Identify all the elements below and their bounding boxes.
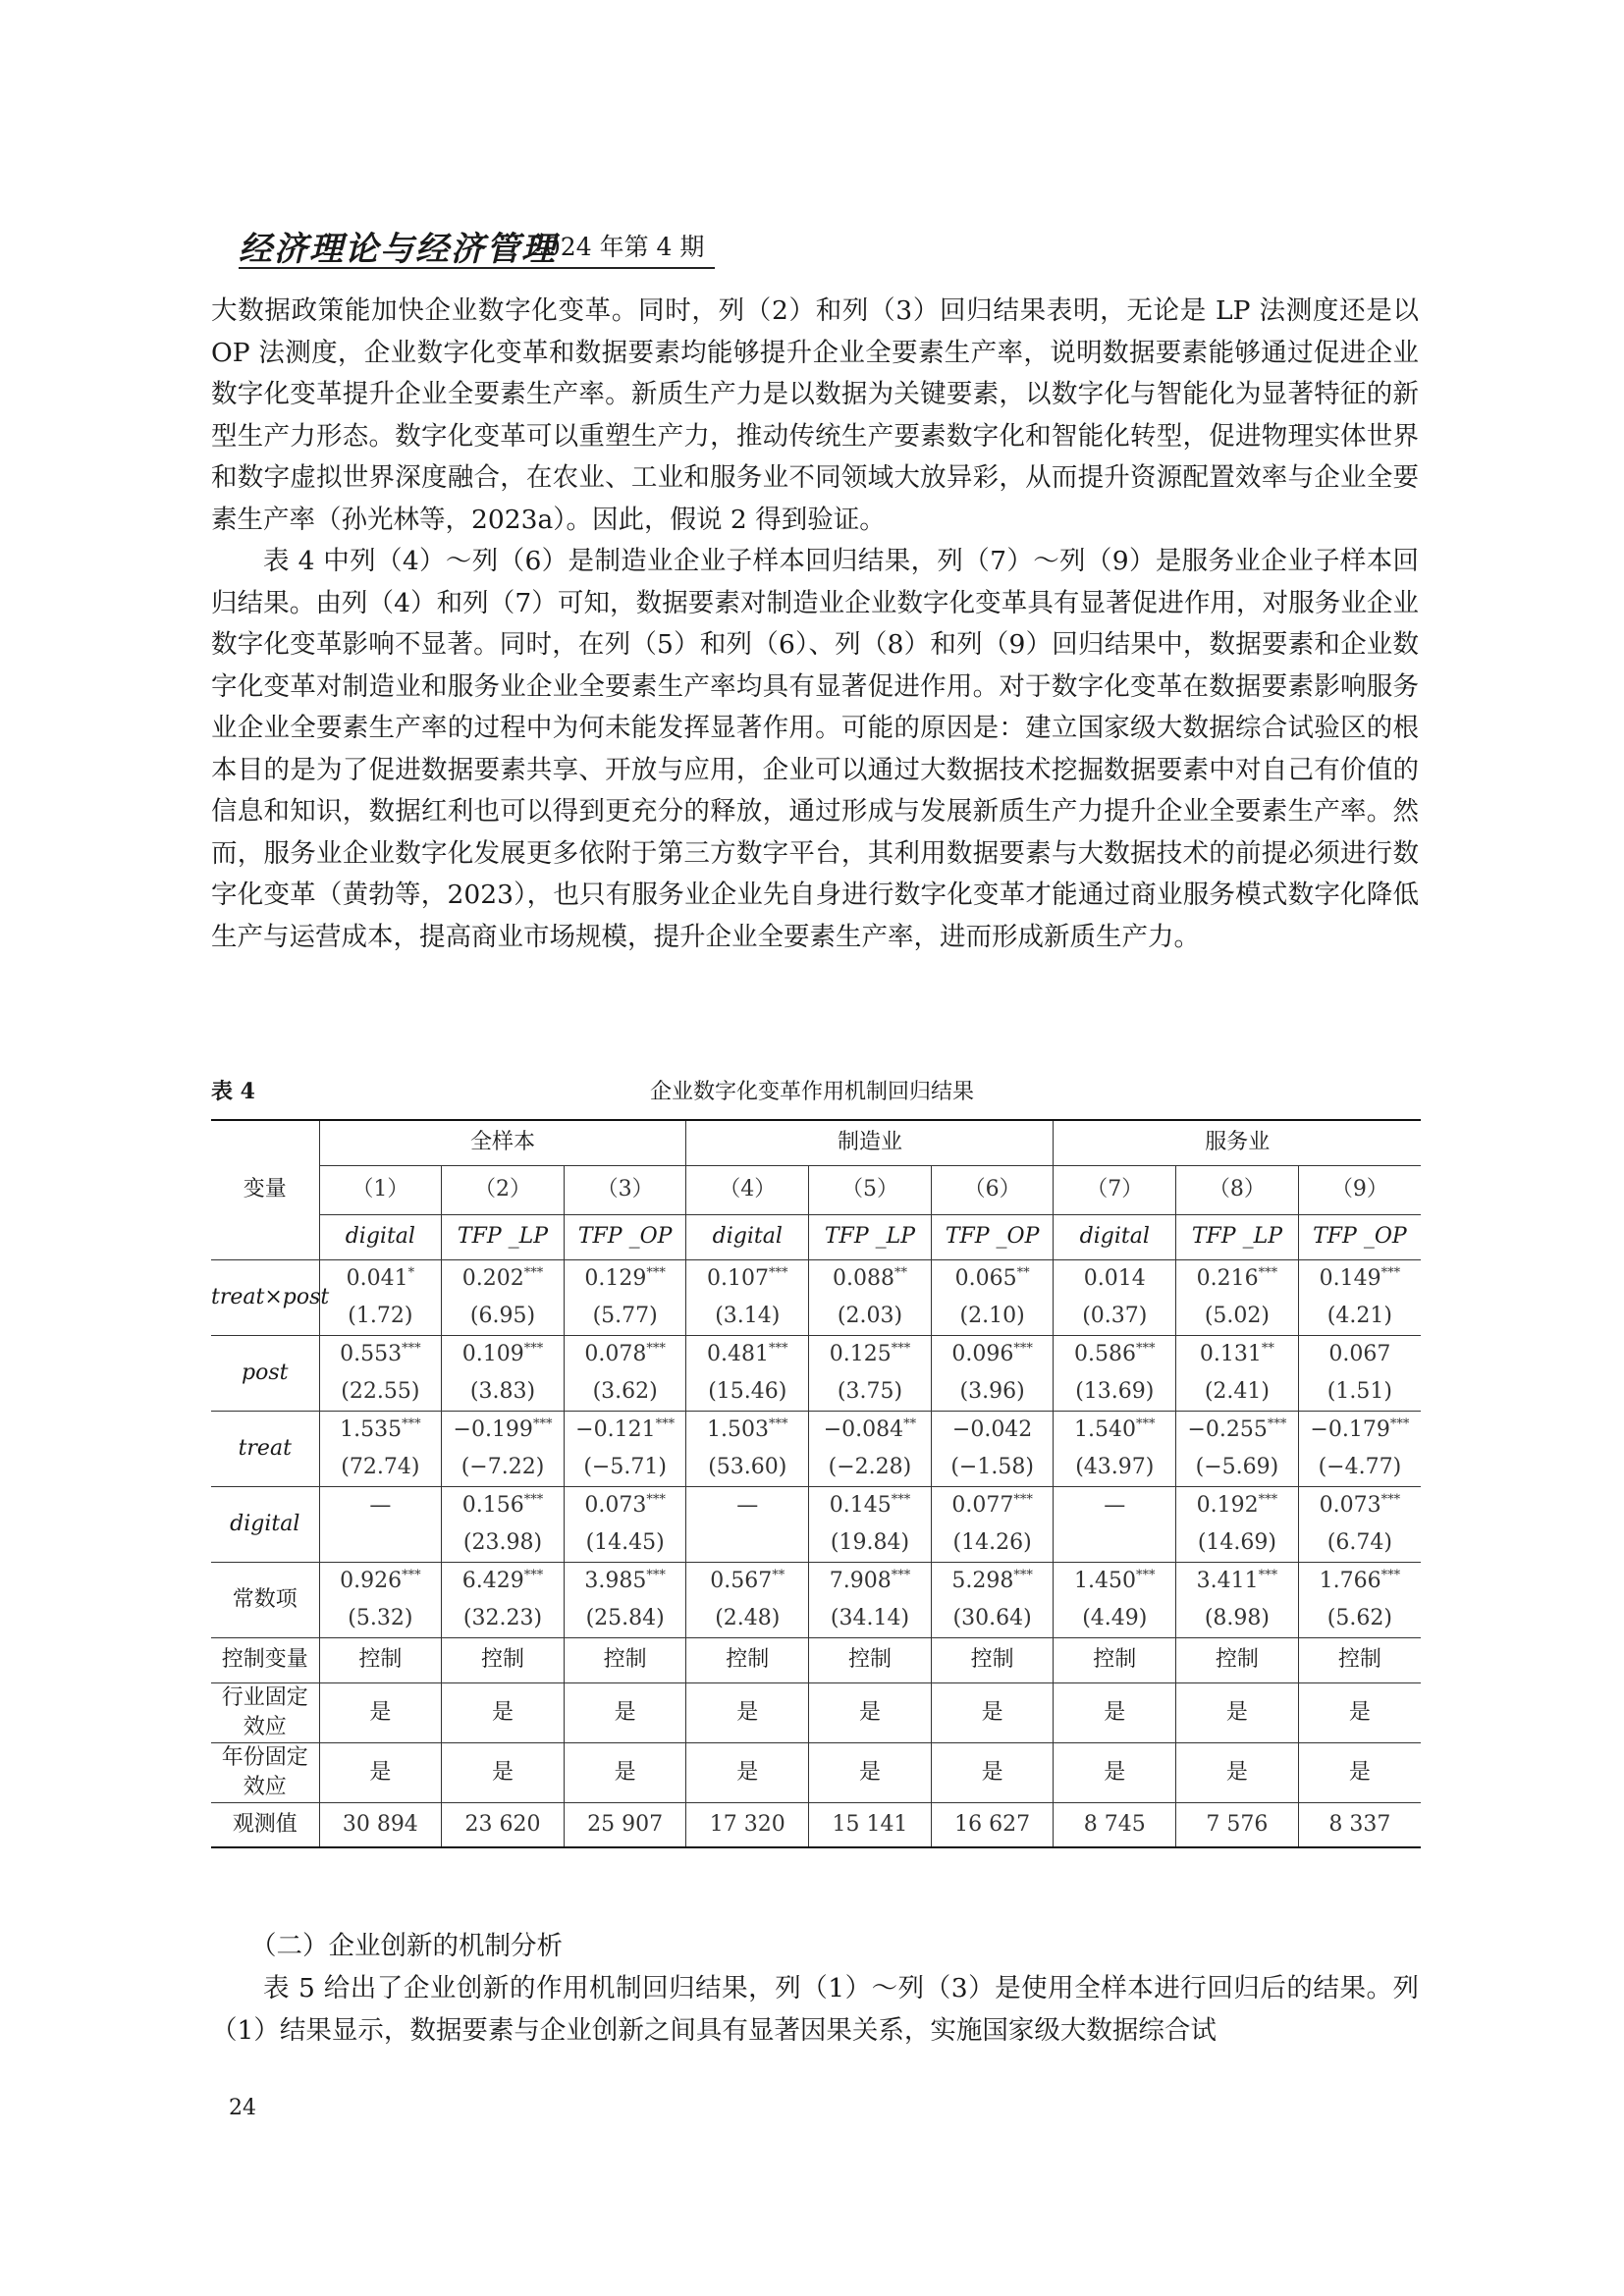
significance-stars: *** bbox=[769, 1265, 788, 1281]
t-stat-cell: (−1.58) bbox=[931, 1449, 1054, 1487]
column-number-cell: （4） bbox=[686, 1165, 809, 1214]
coef-cell bbox=[319, 1259, 442, 1298]
footer-value-cell: 15 141 bbox=[809, 1802, 932, 1847]
coef-cell bbox=[1176, 1335, 1299, 1373]
t-stat-cell: (2.41) bbox=[1176, 1373, 1299, 1412]
significance-stars: *** bbox=[646, 1265, 666, 1281]
footer-value-cell: 是 bbox=[1176, 1742, 1299, 1802]
coef-row bbox=[211, 1411, 1421, 1449]
footer-value-cell: 控制 bbox=[686, 1637, 809, 1682]
coef-cell bbox=[931, 1259, 1054, 1298]
t-stat-cell bbox=[319, 1524, 442, 1563]
coef-value: 0.149 bbox=[1319, 1265, 1381, 1291]
significance-stars: *** bbox=[402, 1568, 421, 1583]
coef-cell bbox=[442, 1411, 565, 1449]
significance-stars: *** bbox=[1380, 1568, 1401, 1583]
significance-stars: *** bbox=[1136, 1341, 1156, 1357]
group-header-cell: 全样本 bbox=[319, 1120, 686, 1165]
t-stat-cell: (32.23) bbox=[442, 1600, 565, 1638]
coef-cell bbox=[319, 1335, 442, 1373]
footer-row bbox=[211, 1802, 1421, 1847]
coef-cell bbox=[319, 1411, 442, 1449]
var-header-cell: 变量 bbox=[211, 1120, 319, 1259]
coef-value: 0.077 bbox=[951, 1492, 1014, 1518]
coef-value: 3.411 bbox=[1196, 1568, 1259, 1593]
t-stat-cell: (5.02) bbox=[1176, 1298, 1299, 1336]
body-text-bottom bbox=[211, 1968, 1419, 2052]
t-stat-cell: (72.74) bbox=[319, 1449, 442, 1487]
t-stat-cell: (3.75) bbox=[809, 1373, 932, 1412]
coef-value: −0.179 bbox=[1310, 1416, 1390, 1442]
significance-stars: *** bbox=[523, 1341, 544, 1357]
t-stat-cell: (13.69) bbox=[1054, 1373, 1176, 1412]
coef-value: — bbox=[1104, 1492, 1126, 1518]
coef-value: 0.078 bbox=[584, 1341, 647, 1366]
significance-stars: *** bbox=[1258, 1568, 1278, 1583]
significance-stars: *** bbox=[1267, 1416, 1287, 1432]
t-stat-cell: (2.48) bbox=[686, 1600, 809, 1638]
coef-value: 0.065 bbox=[954, 1265, 1017, 1291]
t-stat-cell: (2.03) bbox=[809, 1298, 932, 1336]
significance-stars: *** bbox=[769, 1416, 788, 1432]
depvar-cell: TFP _LP bbox=[1176, 1214, 1299, 1259]
coef-cell bbox=[564, 1259, 686, 1298]
coef-cell bbox=[1176, 1486, 1299, 1524]
column-number-cell: （1） bbox=[319, 1165, 442, 1214]
t-stat-cell: (−4.77) bbox=[1298, 1449, 1421, 1487]
coef-row bbox=[211, 1562, 1421, 1600]
coef-value: 0.216 bbox=[1196, 1265, 1259, 1291]
coef-value: 0.129 bbox=[584, 1265, 647, 1291]
coef-value: 0.014 bbox=[1083, 1265, 1146, 1291]
journal-title: 经济理论与经济管理 bbox=[239, 230, 557, 269]
coef-value: −0.084 bbox=[823, 1416, 904, 1442]
coef-cell bbox=[442, 1259, 565, 1298]
coef-cell bbox=[1176, 1562, 1299, 1600]
significance-stars: ** bbox=[893, 1265, 907, 1281]
depvar-cell: TFP _LP bbox=[809, 1214, 932, 1259]
depvar-cell: TFP _OP bbox=[1298, 1214, 1421, 1259]
footer-value-cell: 23 620 bbox=[442, 1802, 565, 1847]
t-stat-cell: (22.55) bbox=[319, 1373, 442, 1412]
t-stat-cell: (14.69) bbox=[1176, 1524, 1299, 1563]
t-stat-cell: (53.60) bbox=[686, 1449, 809, 1487]
coef-cell bbox=[686, 1259, 809, 1298]
footer-value-cell: 30 894 bbox=[319, 1802, 442, 1847]
footer-value-cell: 是 bbox=[442, 1682, 565, 1742]
coef-value: −0.255 bbox=[1187, 1416, 1268, 1442]
t-stat-cell: (19.84) bbox=[809, 1524, 932, 1563]
footer-value-cell: 是 bbox=[686, 1742, 809, 1802]
footer-value-cell: 控制 bbox=[1298, 1637, 1421, 1682]
t-stat-cell: (1.51) bbox=[1298, 1373, 1421, 1412]
significance-stars: *** bbox=[1013, 1568, 1033, 1583]
significance-stars: *** bbox=[1013, 1341, 1033, 1357]
t-stat-cell: (−2.28) bbox=[809, 1449, 932, 1487]
significance-stars: *** bbox=[769, 1341, 788, 1357]
table-header-row bbox=[211, 1120, 1421, 1165]
group-header-cell: 服务业 bbox=[1054, 1120, 1421, 1165]
coef-value: — bbox=[736, 1492, 759, 1518]
t-stat-cell: (8.98) bbox=[1176, 1600, 1299, 1638]
regression-table bbox=[211, 1119, 1421, 1848]
footer-label-cell: 行业固定效应 bbox=[211, 1682, 319, 1742]
coef-cell bbox=[686, 1335, 809, 1373]
coef-cell bbox=[686, 1562, 809, 1600]
footer-value-cell: 8 745 bbox=[1054, 1802, 1176, 1847]
footer-value-cell: 25 907 bbox=[564, 1802, 686, 1847]
significance-stars: *** bbox=[1380, 1265, 1401, 1281]
coef-value: 0.156 bbox=[461, 1492, 524, 1518]
footer-value-cell: 是 bbox=[1054, 1742, 1176, 1802]
footer-value-cell: 16 627 bbox=[931, 1802, 1054, 1847]
coef-value: 0.202 bbox=[461, 1265, 524, 1291]
significance-stars: *** bbox=[1258, 1492, 1278, 1508]
t-stat-cell: (3.96) bbox=[931, 1373, 1054, 1412]
table-title: 企业数字化变革作用机制回归结果 bbox=[649, 1080, 974, 1104]
footer-value-cell: 8 337 bbox=[1298, 1802, 1421, 1847]
footer-value-cell: 控制 bbox=[442, 1637, 565, 1682]
coef-cell bbox=[931, 1562, 1054, 1600]
depvar-cell: digital bbox=[686, 1214, 809, 1259]
coef-cell bbox=[442, 1486, 565, 1524]
footer-label-cell: 控制变量 bbox=[211, 1637, 319, 1682]
significance-stars: *** bbox=[1389, 1416, 1410, 1432]
footer-value-cell: 控制 bbox=[931, 1637, 1054, 1682]
column-number-cell: （7） bbox=[1054, 1165, 1176, 1214]
significance-stars: *** bbox=[655, 1416, 676, 1432]
coef-value: 0.586 bbox=[1074, 1341, 1136, 1366]
significance-stars: *** bbox=[1013, 1492, 1033, 1508]
coef-cell bbox=[809, 1411, 932, 1449]
footer-value-cell: 控制 bbox=[319, 1637, 442, 1682]
coef-row bbox=[211, 1486, 1421, 1524]
footer-value-cell: 17 320 bbox=[686, 1802, 809, 1847]
coef-value: −0.199 bbox=[453, 1416, 533, 1442]
footer-value-cell: 是 bbox=[931, 1682, 1054, 1742]
t-stat-row bbox=[211, 1373, 1421, 1412]
significance-stars: *** bbox=[523, 1265, 544, 1281]
coef-value: 6.429 bbox=[461, 1568, 524, 1593]
coef-cell bbox=[1298, 1259, 1421, 1298]
t-stat-cell: (−5.71) bbox=[564, 1449, 686, 1487]
coef-cell bbox=[931, 1486, 1054, 1524]
footer-value-cell: 是 bbox=[319, 1682, 442, 1742]
page-number: 24 bbox=[229, 2096, 256, 2120]
coef-cell bbox=[1298, 1411, 1421, 1449]
issue-label: 2024 年第 4 期 bbox=[529, 233, 705, 261]
paragraph-1: 大数据政策能加快企业数字化变革。同时，列（2）和列（3）回归结果表明，无论是 LP 法测度还是以 OP 法测度，企业数字化变革和数据要素均能够提升企业全要素生产率，说明数据要素能够通过促进企业数字化变革提升企业全要素生产率。新质生产力是以数据为关键要素，以数字化与智能化为显著特征的新型生产力形态。数字化变革可以重塑生产力，推动传统生产要素数字化和智能化转型，促进物理实体世界和数字虚拟世界深度融合，在农业、工业和服务业不同领域大放异彩，从而提升资源配置效率与企业全要素生产率（孙光林等，2023a）。因此，假说 2 得到验证。 bbox=[211, 295, 1419, 535]
coef-value: 0.073 bbox=[584, 1492, 647, 1518]
footer-value-cell: 是 bbox=[442, 1742, 565, 1802]
significance-stars: ** bbox=[1261, 1341, 1274, 1357]
footer-value-cell: 是 bbox=[1176, 1682, 1299, 1742]
t-stat-cell: (23.98) bbox=[442, 1524, 565, 1563]
coef-value: — bbox=[369, 1492, 392, 1518]
coef-cell bbox=[319, 1486, 442, 1524]
coef-cell bbox=[1298, 1335, 1421, 1373]
coef-cell bbox=[809, 1335, 932, 1373]
coef-cell bbox=[809, 1259, 932, 1298]
footer-value-cell: 是 bbox=[564, 1682, 686, 1742]
significance-stars: *** bbox=[891, 1568, 911, 1583]
coef-value: 1.540 bbox=[1074, 1416, 1136, 1442]
coef-value: 5.298 bbox=[951, 1568, 1014, 1593]
coef-value: 0.553 bbox=[340, 1341, 403, 1366]
coef-value: 0.096 bbox=[951, 1341, 1014, 1366]
coef-cell bbox=[1176, 1259, 1299, 1298]
group-header-cell: 制造业 bbox=[686, 1120, 1054, 1165]
t-stat-cell: (6.95) bbox=[442, 1298, 565, 1336]
significance-stars: *** bbox=[891, 1341, 911, 1357]
footer-row bbox=[211, 1637, 1421, 1682]
significance-stars: *** bbox=[1136, 1568, 1156, 1583]
footer-value-cell: 控制 bbox=[809, 1637, 932, 1682]
t-stat-cell: (3.62) bbox=[564, 1373, 686, 1412]
footer-row bbox=[211, 1682, 1421, 1742]
t-stat-row bbox=[211, 1449, 1421, 1487]
footer-row bbox=[211, 1742, 1421, 1802]
paragraph-2: 表 4 中列（4）～列（6）是制造业企业子样本回归结果，列（7）～列（9）是服务业企业子样本回归结果。由列（4）和列（7）可知，数据要素对制造业企业数字化变革具有显著促进作用，对服务业企业数字化变革影响不显著。同时，在列（5）和列（6）、列（8）和列（9）回归结果中，数据要素和企业数字化变革对制造业和服务业企业全要素生产率均具有显著促进作用。对于数字化变革在数据要素影响服务业企业全要素生产率的过程中为何未能发挥显著作用。可能的原因是：建立国家级大数据综合试验区的根本目的是为了促进数据要素共享、开放与应用，企业可以通过大数据技术挖掘数据要素中对自己有价值的信息和知识，数据红利也可以得到更充分的释放，通过形成与发展新质生产力提升企业全要素生产率。然而，服务业企业数字化发展更多依附于第三方数字平台，其利用数据要素与大数据技术的前提必须进行数字化变革（黄勃等，2023），也只有服务业企业先自身进行数字化变革才能通过商业服务模式数字化降低生产与运营成本，提高商业市场规模，提升企业全要素生产率，进而形成新质生产力。 bbox=[211, 546, 1419, 952]
coef-cell bbox=[319, 1562, 442, 1600]
significance-stars: *** bbox=[1136, 1416, 1156, 1432]
column-number-cell: （2） bbox=[442, 1165, 565, 1214]
footer-value-cell: 是 bbox=[809, 1742, 932, 1802]
coef-value: 0.125 bbox=[829, 1341, 892, 1366]
column-number-cell: （5） bbox=[809, 1165, 932, 1214]
significance-stars: *** bbox=[891, 1492, 911, 1508]
coef-cell bbox=[686, 1411, 809, 1449]
depvar-row bbox=[211, 1214, 1421, 1259]
coef-cell bbox=[442, 1562, 565, 1600]
coef-value: 0.131 bbox=[1199, 1341, 1262, 1366]
coef-value: 0.192 bbox=[1196, 1492, 1259, 1518]
footer-value-cell: 是 bbox=[1298, 1742, 1421, 1802]
significance-stars: *** bbox=[532, 1416, 553, 1432]
coef-value: 7.908 bbox=[829, 1568, 892, 1593]
paragraph-3: 表 5 给出了企业创新的作用机制回归结果，列（1）～列（3）是使用全样本进行回归后的结果。列（1）结果显示，数据要素与企业创新之间具有显著因果关系，实施国家级大数据综合试 bbox=[211, 1973, 1419, 2046]
coef-value: 0.073 bbox=[1319, 1492, 1381, 1518]
body-text-top bbox=[211, 291, 1419, 958]
variable-name-cell: 常数项 bbox=[211, 1562, 319, 1637]
footer-value-cell: 是 bbox=[1054, 1682, 1176, 1742]
t-stat-cell: (6.74) bbox=[1298, 1524, 1421, 1563]
coef-cell bbox=[809, 1562, 932, 1600]
depvar-cell: digital bbox=[1054, 1214, 1176, 1259]
coef-cell bbox=[1054, 1486, 1176, 1524]
coef-value: −0.042 bbox=[951, 1416, 1033, 1442]
t-stat-cell: (4.21) bbox=[1298, 1298, 1421, 1336]
significance-stars: *** bbox=[646, 1568, 666, 1583]
t-stat-cell bbox=[686, 1524, 809, 1563]
coef-cell bbox=[1054, 1259, 1176, 1298]
t-stat-cell: (2.10) bbox=[931, 1298, 1054, 1336]
coef-cell bbox=[442, 1335, 565, 1373]
t-stat-cell: (14.45) bbox=[564, 1524, 686, 1563]
footer-value-cell: 7 576 bbox=[1176, 1802, 1299, 1847]
t-stat-cell bbox=[1054, 1524, 1176, 1563]
depvar-cell: TFP _OP bbox=[931, 1214, 1054, 1259]
t-stat-row bbox=[211, 1600, 1421, 1638]
t-stat-cell: (5.77) bbox=[564, 1298, 686, 1336]
t-stat-row bbox=[211, 1298, 1421, 1336]
significance-stars: *** bbox=[523, 1568, 544, 1583]
coef-cell bbox=[1054, 1335, 1176, 1373]
footer-value-cell: 控制 bbox=[564, 1637, 686, 1682]
significance-stars: ** bbox=[1016, 1265, 1030, 1281]
t-stat-cell: (30.64) bbox=[931, 1600, 1054, 1638]
significance-stars: *** bbox=[402, 1416, 421, 1432]
coef-cell bbox=[564, 1411, 686, 1449]
t-stat-cell: (−7.22) bbox=[442, 1449, 565, 1487]
coef-row bbox=[211, 1259, 1421, 1298]
t-stat-cell: (1.72) bbox=[319, 1298, 442, 1336]
significance-stars: *** bbox=[1380, 1492, 1401, 1508]
t-stat-cell: (43.97) bbox=[1054, 1449, 1176, 1487]
coef-value: 1.450 bbox=[1074, 1568, 1136, 1593]
coef-value: −0.121 bbox=[575, 1416, 656, 1442]
column-number-cell: （9） bbox=[1298, 1165, 1421, 1214]
significance-stars: ** bbox=[772, 1568, 785, 1583]
column-number-row bbox=[211, 1165, 1421, 1214]
coef-value: 1.503 bbox=[707, 1416, 770, 1442]
coef-cell bbox=[564, 1562, 686, 1600]
t-stat-cell: (5.62) bbox=[1298, 1600, 1421, 1638]
coef-value: 0.926 bbox=[340, 1568, 403, 1593]
t-stat-cell: (34.14) bbox=[809, 1600, 932, 1638]
footer-value-cell: 是 bbox=[319, 1742, 442, 1802]
coef-value: 0.567 bbox=[710, 1568, 773, 1593]
coef-value: 0.041 bbox=[346, 1265, 408, 1291]
footer-value-cell: 是 bbox=[686, 1682, 809, 1742]
column-number-cell: （3） bbox=[564, 1165, 686, 1214]
significance-stars: *** bbox=[523, 1492, 544, 1508]
coef-cell bbox=[564, 1335, 686, 1373]
coef-value: 1.766 bbox=[1319, 1568, 1381, 1593]
section-heading: （二）企业创新的机制分析 bbox=[250, 1931, 563, 1961]
footer-value-cell: 是 bbox=[1298, 1682, 1421, 1742]
coef-value: 0.107 bbox=[707, 1265, 770, 1291]
significance-stars: *** bbox=[402, 1341, 421, 1357]
coef-cell bbox=[1054, 1411, 1176, 1449]
footer-label-cell: 年份固定效应 bbox=[211, 1742, 319, 1802]
coef-value: 0.109 bbox=[461, 1341, 524, 1366]
coef-value: 0.145 bbox=[829, 1492, 892, 1518]
depvar-cell: TFP _OP bbox=[564, 1214, 686, 1259]
table-label: 表 4 bbox=[211, 1079, 255, 1104]
t-stat-cell: (−5.69) bbox=[1176, 1449, 1299, 1487]
coef-value: 0.088 bbox=[832, 1265, 894, 1291]
coef-cell bbox=[931, 1335, 1054, 1373]
t-stat-cell: (5.32) bbox=[319, 1600, 442, 1638]
coef-cell bbox=[1176, 1411, 1299, 1449]
running-header bbox=[239, 218, 715, 269]
variable-name-cell: digital bbox=[211, 1486, 319, 1562]
variable-name-cell: post bbox=[211, 1335, 319, 1411]
variable-name-cell: treat×post bbox=[211, 1259, 319, 1335]
footer-value-cell: 控制 bbox=[1054, 1637, 1176, 1682]
t-stat-cell: (3.14) bbox=[686, 1298, 809, 1336]
significance-stars: * bbox=[407, 1265, 415, 1281]
coef-value: 0.067 bbox=[1328, 1341, 1391, 1366]
t-stat-cell: (14.26) bbox=[931, 1524, 1054, 1563]
t-stat-cell: (3.83) bbox=[442, 1373, 565, 1412]
column-number-cell: （8） bbox=[1176, 1165, 1299, 1214]
coef-cell bbox=[931, 1411, 1054, 1449]
footer-value-cell: 控制 bbox=[1176, 1637, 1299, 1682]
t-stat-cell: (15.46) bbox=[686, 1373, 809, 1412]
significance-stars: *** bbox=[646, 1492, 666, 1508]
coef-cell bbox=[686, 1486, 809, 1524]
coef-cell bbox=[809, 1486, 932, 1524]
depvar-cell: digital bbox=[319, 1214, 442, 1259]
t-stat-cell: (25.84) bbox=[564, 1600, 686, 1638]
coef-row bbox=[211, 1335, 1421, 1373]
t-stat-cell: (4.49) bbox=[1054, 1600, 1176, 1638]
significance-stars: *** bbox=[646, 1341, 666, 1357]
significance-stars: *** bbox=[1258, 1265, 1278, 1281]
coef-cell bbox=[1298, 1562, 1421, 1600]
depvar-cell: TFP _LP bbox=[442, 1214, 565, 1259]
significance-stars: ** bbox=[903, 1416, 917, 1432]
column-number-cell: （6） bbox=[931, 1165, 1054, 1214]
coef-value: 3.985 bbox=[584, 1568, 647, 1593]
t-stat-row bbox=[211, 1524, 1421, 1563]
footer-value-cell: 是 bbox=[564, 1742, 686, 1802]
coef-cell bbox=[1054, 1562, 1176, 1600]
t-stat-cell: (0.37) bbox=[1054, 1298, 1176, 1336]
coef-cell bbox=[564, 1486, 686, 1524]
coef-value: 1.535 bbox=[340, 1416, 403, 1442]
coef-cell bbox=[1298, 1486, 1421, 1524]
footer-value-cell: 是 bbox=[809, 1682, 932, 1742]
variable-name-cell: treat bbox=[211, 1411, 319, 1486]
footer-label-cell: 观测值 bbox=[211, 1802, 319, 1847]
footer-value-cell: 是 bbox=[931, 1742, 1054, 1802]
coef-value: 0.481 bbox=[707, 1341, 770, 1366]
